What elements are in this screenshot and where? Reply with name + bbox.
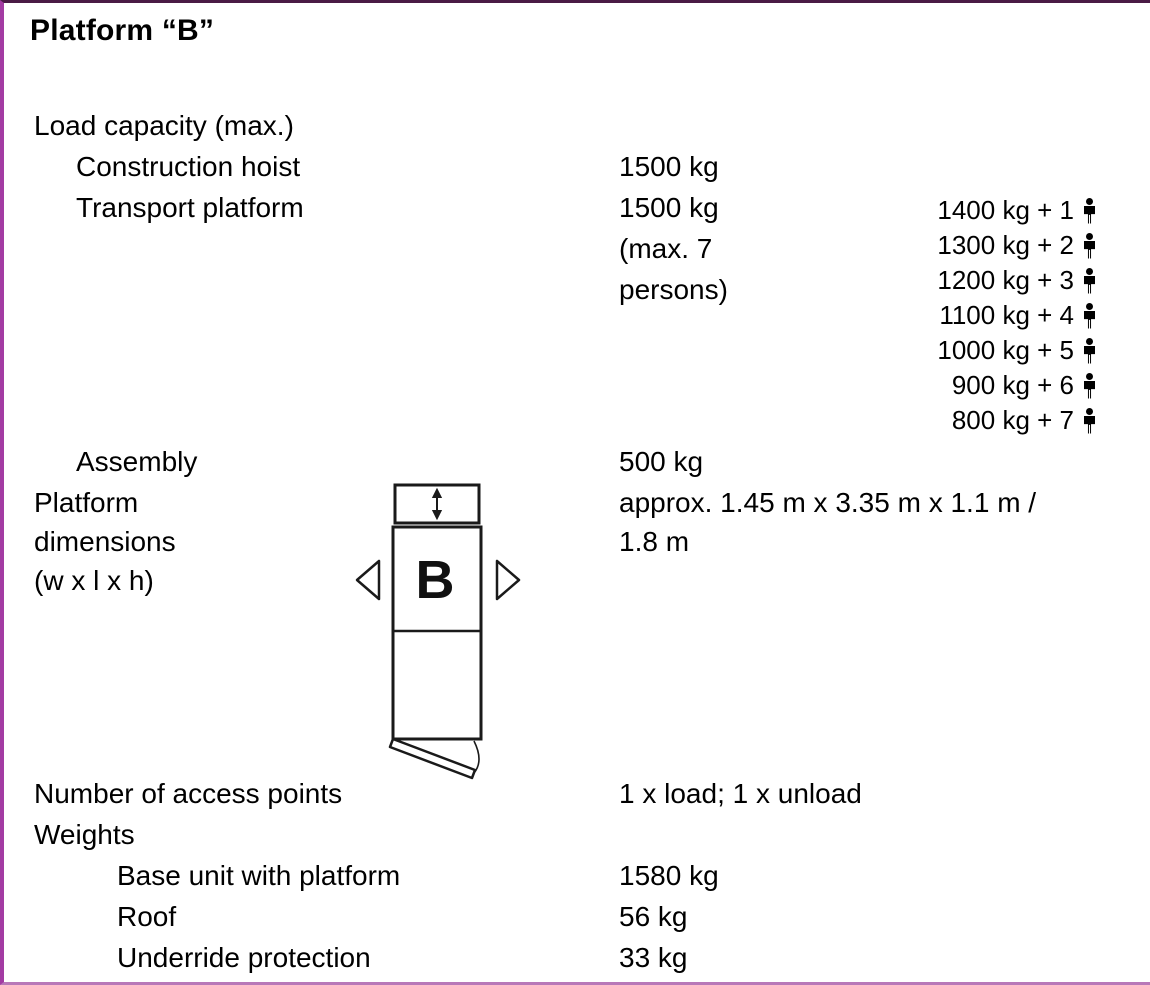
person-icon	[1081, 373, 1099, 399]
roof-label: Roof	[117, 901, 177, 932]
page-title: Platform “B”	[30, 14, 215, 47]
access-points-value: 1 x load; 1 x unload	[619, 778, 862, 809]
person-load-text: 800 kg + 7	[951, 405, 1074, 435]
transport-platform-label: Transport platform	[76, 192, 304, 223]
person-icon	[1081, 338, 1099, 364]
person-icon	[1081, 303, 1099, 329]
base-unit-value: 1580 kg	[619, 860, 719, 891]
person-load-row	[909, 193, 1099, 228]
person-load-text: 1100 kg + 4	[939, 300, 1074, 330]
platform-diagram	[334, 465, 554, 795]
underride-protection-label: Underride protection	[117, 942, 371, 973]
person-load-row	[909, 298, 1099, 333]
person-load-table	[909, 193, 1099, 438]
construction-hoist-value: 1500 kg	[619, 151, 719, 182]
person-load-row	[909, 228, 1099, 263]
platform-dimensions-label-line2: dimensions	[34, 526, 176, 557]
transport-platform-value-line3: persons)	[619, 274, 728, 305]
person-load-row	[909, 263, 1099, 298]
construction-hoist-label: Construction hoist	[76, 151, 301, 182]
diagram-platform-letter: B	[415, 550, 455, 610]
platform-dimensions-label-line1: Platform	[34, 487, 139, 518]
person-icon	[1081, 408, 1099, 434]
person-load-row	[909, 368, 1099, 403]
transport-platform-value: 1500 kg	[619, 192, 719, 223]
transport-platform-value-line2: (max. 7	[619, 233, 713, 264]
assembly-label: Assembly	[76, 446, 198, 477]
platform-dimensions-value-line1: approx. 1.45 m x 3.35 m x 1.1 m /	[619, 487, 1037, 518]
access-points-label: Number of access points	[34, 778, 343, 809]
person-load-text: 1300 kg + 2	[937, 230, 1074, 260]
access-arrow-right-icon	[497, 561, 519, 599]
access-arrow-left-icon	[357, 561, 379, 599]
person-icon	[1081, 198, 1099, 224]
platform-dimensions-label-line3: (w x l x h)	[34, 565, 154, 596]
ramp-rotation-arc	[474, 741, 479, 773]
base-unit-label: Base unit with platform	[117, 860, 401, 891]
roof-value: 56 kg	[619, 901, 688, 932]
person-icon	[1081, 268, 1099, 294]
underride-protection-value: 33 kg	[619, 942, 688, 973]
person-load-text: 1200 kg + 3	[937, 265, 1074, 295]
person-load-row	[909, 403, 1099, 438]
person-load-text: 1000 kg + 5	[937, 335, 1074, 365]
platform-dimensions-value-line2: 1.8 m	[619, 526, 690, 557]
load-capacity-label: Load capacity (max.)	[34, 110, 294, 141]
person-load-row	[909, 333, 1099, 368]
person-load-text: 1400 kg + 1	[937, 195, 1074, 225]
weights-label: Weights	[34, 819, 135, 850]
person-load-text: 900 kg + 6	[951, 370, 1074, 400]
assembly-value: 500 kg	[619, 446, 704, 477]
person-icon	[1081, 233, 1099, 259]
ramp-gate	[390, 739, 475, 778]
